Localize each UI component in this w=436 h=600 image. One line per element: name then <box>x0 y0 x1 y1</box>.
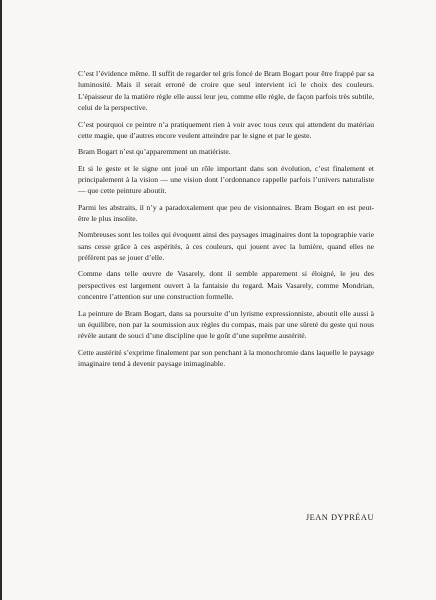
paragraph-3: Bram Bogart n’est qu’apparemment un matiériste. <box>78 147 231 157</box>
paragraph-9: Cette austérité s’exprime finalement par son penchant à la monochromie dans laquelle le paysage imaginaire tend à devenir paysage inimaginable. <box>78 347 374 369</box>
article-body <box>78 68 374 374</box>
author-signature: JEAN DYPRÉAU <box>305 513 374 522</box>
paragraph-4: Et si le geste et le signe ont joué un rôle important dans son évolution, c’est finalement et principalement à la vision — une vision dont l’ordonnance rappelle parfois l’univers naturaliste — que cette peinture aboutit. <box>78 163 374 196</box>
paragraph-5: Parmi les abstraits, il n’y a paradoxalement que peu de visionnaires. Bram Bogart en est peut-être le plus insolite. <box>78 202 374 224</box>
paragraph-1: C’est l’évidence même. Il suffit de regarder tel gris foncé de Bram Bogart pour être frappé par sa luminosité. Mais il serait erroné de croire que seul intervient ici le choix des couleurs. L’épaisseur de la matière règle elle aussi leur jeu, comme elle règle, de façon parfois très subtile, celui de la perspective. <box>78 69 374 113</box>
paragraph-8: La peinture de Bram Bogart, dans sa poursuite d’un lyrisme expressionniste, aboutit elle aussi à un équilibre, non par la soumission aux règles du compas, mais par une sûreté du geste qui nous révèle autant de souci d’une discipline que le goût d’une suprême austérité. <box>78 308 374 341</box>
paragraph-7: Comme dans telle œuvre de Vasarely, dont il semble apparement si éloigné, le jeu des perspectives est largement ouvert à la fantaisie du regard. Mais Vasarely, comme Mondrian, concentre l’attention sur une construction formelle. <box>78 269 374 302</box>
paragraph-6: Nombreuses sont les toiles qui évoquent ainsi des paysages imaginaires dont la topographie varie sans cesse grâce à ces aspérités, à ces couleurs, qui jouent avec la lumière, quand elles ne préfèrent pas se jouer d’elle. <box>78 230 374 263</box>
paragraph-2: C’est pourquoi ce peintre n’a pratiquement rien à voir avec tous ceux qui attendent du matériau cette magie, que d’autres encore veulent atteindre par le signe et par le geste. <box>78 119 374 140</box>
